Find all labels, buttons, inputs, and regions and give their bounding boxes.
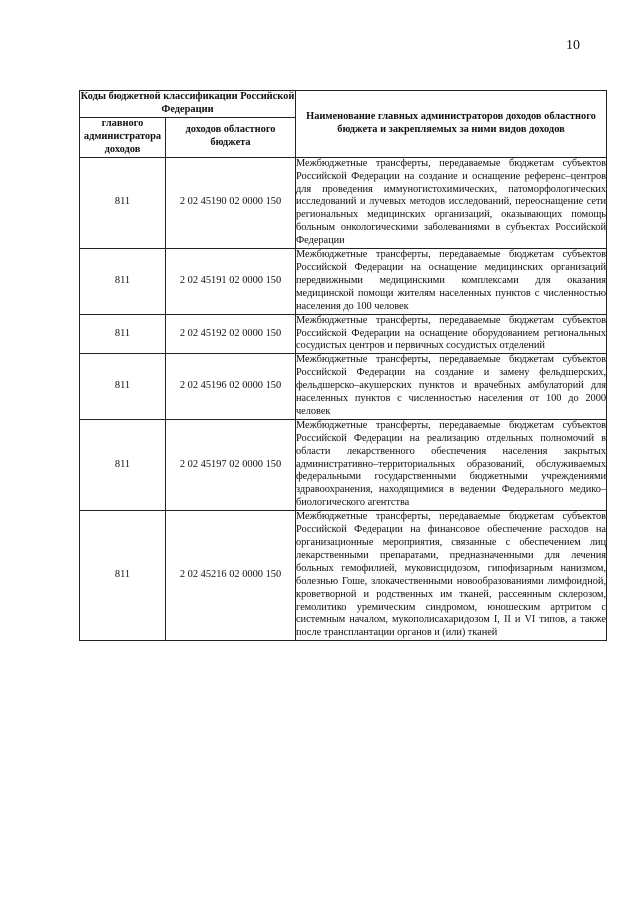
income-name-cell: Межбюджетные трансферты, передаваемые бюджетам субъектов Российской Федерации на создание и оснащение референс–центров для проведения иммуногистохимических, патоморфологических исследований и лучевых методов исследований, переоснащение сети региональных медицинских организаций, оказывающих помощь больным онкологическими заболеваниями в субъектах Российской Федерации	[296, 157, 607, 248]
income-code-cell: 2 02 45216 02 0000 150	[166, 511, 296, 641]
income-code-cell: 2 02 45197 02 0000 150	[166, 419, 296, 510]
admin-code-cell: 811	[80, 157, 166, 248]
header-name-column: Наименование главных администраторов доходов областного бюджета и закрепляемых за ними видов доходов	[296, 91, 607, 158]
page-number: 10	[566, 38, 580, 53]
income-code-cell: 2 02 45190 02 0000 150	[166, 157, 296, 248]
admin-code-cell: 811	[80, 511, 166, 641]
income-name-cell: Межбюджетные трансферты, передаваемые бюджетам субъектов Российской Федерации на реализацию отдельных полномочий в области лекарственного обеспечения населения закрытых административно–территориальных образований, обслуживаемых федеральными государственными бюджетными учреждениями здравоохранения, находящимися в ведении Федерального медико–биологического агентства	[296, 419, 607, 510]
admin-code-cell: 811	[80, 419, 166, 510]
table-header-row-1	[80, 91, 607, 118]
income-name-cell: Межбюджетные трансферты, передаваемые бюджетам субъектов Российской Федерации на создание и замену фельдшерских, фельдшерско–акушерских пунктов и врачебных амбулаторий для населенных пунктов с численностью населения от 100 до 2000 человек	[296, 354, 607, 420]
income-name-cell: Межбюджетные трансферты, передаваемые бюджетам субъектов Российской Федерации на оснащение медицинских организаций передвижными медицинскими комплексами для оказания медицинской помощи жителям населенных пунктов с численностью населения до 100 человек	[296, 249, 607, 315]
header-codes-group: Коды бюджетной классификации Российской Федерации	[80, 91, 296, 118]
admin-code-cell: 811	[80, 354, 166, 420]
income-name-cell: Межбюджетные трансферты, передаваемые бюджетам субъектов Российской Федерации на финансовое обеспечение расходов на организационные мероприятия, связанные с обеспечением лиц лекарственными препаратами, предназначенными для лечения больных гемофилией, муковисцидозом, гипофизарным нанизмом, болезнью Гоше, злокачественными новообразованиями лимфоидной, кроветворной и родственных им тканей, рассеянным склерозом, гемолитико уремическим синдромом, юношеским артритом с системным началом, мукополисахаридозом I, II и VI типов, а также после трансплантации органов и (или) тканей	[296, 511, 607, 641]
table-row	[80, 249, 607, 315]
table-row	[80, 419, 607, 510]
income-code-cell: 2 02 45191 02 0000 150	[166, 249, 296, 315]
table-row	[80, 314, 607, 354]
header-income-column: доходов областного бюджета	[166, 118, 296, 158]
income-code-cell: 2 02 45192 02 0000 150	[166, 314, 296, 354]
budget-codes-table	[79, 90, 607, 641]
admin-code-cell: 811	[80, 314, 166, 354]
admin-code-cell: 811	[80, 249, 166, 315]
table-row	[80, 157, 607, 248]
income-name-cell: Межбюджетные трансферты, передаваемые бюджетам субъектов Российской Федерации на оснащение оборудованием региональных сосудистых центров и первичных сосудистых отделений	[296, 314, 607, 354]
header-admin-column: главного администратора доходов	[80, 118, 166, 158]
table-row	[80, 511, 607, 641]
income-code-cell: 2 02 45196 02 0000 150	[166, 354, 296, 420]
table-row	[80, 354, 607, 420]
